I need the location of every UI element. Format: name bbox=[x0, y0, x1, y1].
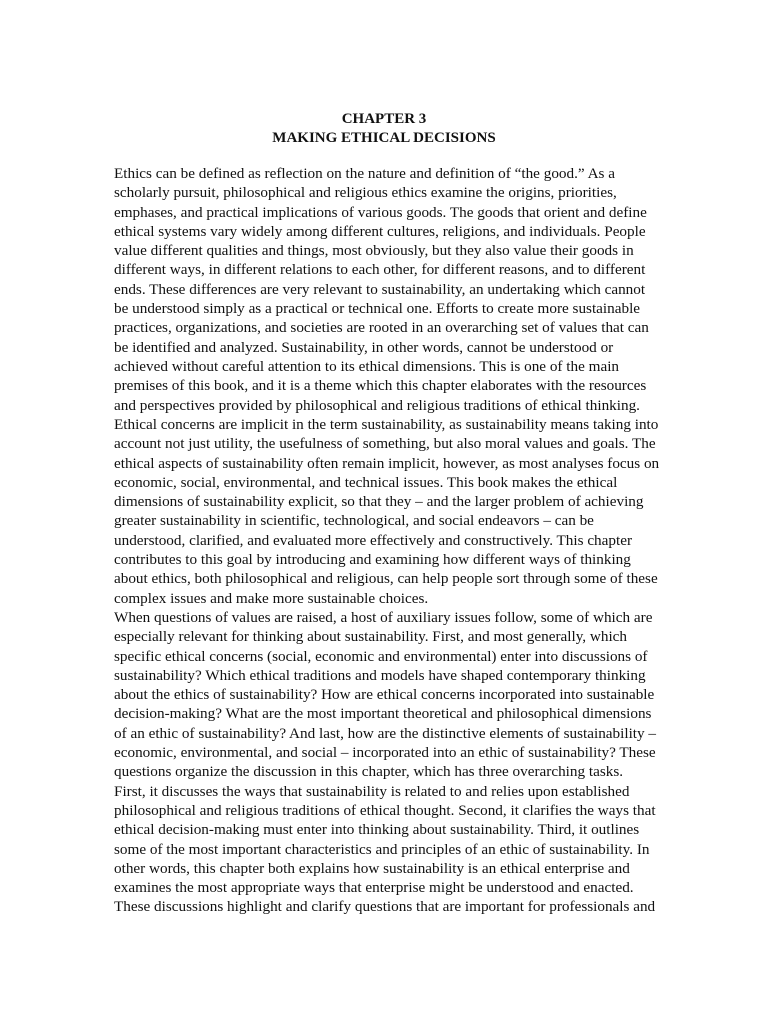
paragraph-2 bbox=[114, 415, 674, 608]
text-line: contributes to this goal by introducing and examining how different ways of thinking bbox=[114, 551, 631, 569]
text-line: decision-making? What are the most important theoretical and philosophical dimensions bbox=[114, 705, 652, 723]
text-line: ethical systems vary widely among different cultures, religions, and individuals. People bbox=[114, 222, 646, 240]
paragraph-3 bbox=[114, 608, 674, 917]
text-line: other words, this chapter both explains how sustainability is an ethical enterprise and bbox=[114, 859, 630, 877]
text-line: and perspectives provided by philosophical and religious traditions of ethical thinking. bbox=[114, 396, 640, 414]
text-line: different ways, in different relations to each other, for different reasons, and to different bbox=[114, 261, 646, 279]
text-line: scholarly pursuit, philosophical and religious ethics examine the origins, priorities, bbox=[114, 184, 617, 202]
text-line: achieved without careful attention to its ethical dimensions. This is one of the main bbox=[114, 357, 620, 375]
paragraph-1 bbox=[114, 164, 674, 415]
text-line: dimensions of sustainability explicit, so that they – and the larger problem of achieving bbox=[114, 493, 644, 511]
text-line: greater sustainability in scientific, technological, and social endeavors – can be bbox=[114, 512, 594, 530]
text-line: understood, clarified, and evaluated more effectively and constructively. This chapter bbox=[114, 531, 633, 549]
text-line: premises of this book, and it is a theme which this chapter elaborates with the resources bbox=[114, 377, 647, 395]
text-line: ends. These differences are very relevant to sustainability, an undertaking which cannot bbox=[114, 280, 646, 298]
text-line: questions organize the discussion in this chapter, which has three overarching tasks. bbox=[114, 763, 624, 781]
text-line: These discussions highlight and clarify questions that are important for professionals and bbox=[114, 898, 656, 916]
text-line: First, it discusses the ways that sustainability is related to and relies upon established bbox=[114, 782, 630, 800]
text-line: some of the most important characteristics and principles of an ethic of sustainability. In bbox=[114, 840, 650, 858]
text-line: of an ethic of sustainability? And last, how are the distinctive elements of sustainability – bbox=[114, 724, 656, 742]
text-line: ethical decision-making must enter into thinking about sustainability. Third, it outlines bbox=[114, 821, 640, 839]
text-line: especially relevant for thinking about sustainability. First, and most generally, which bbox=[114, 628, 628, 646]
text-line: be understood simply as a practical or technical one. Efforts to create more sustainable bbox=[114, 300, 641, 318]
text-line: specific ethical concerns (social, economic and environmental) enter into discussions of bbox=[114, 647, 648, 665]
text-line: about ethics, both philosophical and religious, can help people sort through some of these bbox=[114, 570, 658, 588]
text-line: economic, environmental, and social – incorporated into an ethic of sustainability? These bbox=[114, 744, 656, 762]
chapter-title: MAKING ETHICAL DECISIONS bbox=[272, 130, 496, 146]
text-line: When questions of values are raised, a host of auxiliary issues follow, some of which are bbox=[114, 609, 653, 626]
text-line: sustainability? Which ethical traditions and models have shaped contemporary thinking bbox=[114, 666, 646, 684]
text-line: Ethics can be defined as reflection on the nature and definition of “the good.” As a bbox=[114, 165, 616, 182]
text-line: examines the most appropriate ways that enterprise might be understood and enacted. bbox=[114, 879, 634, 897]
text-line: account not just utility, the usefulness of something, but also moral values and goals. The bbox=[114, 435, 656, 453]
text-line: value different qualities and things, most obviously, but they also value their goods in bbox=[114, 242, 634, 260]
text-line: practices, organizations, and societies are rooted in an overarching set of values that can bbox=[114, 319, 649, 337]
text-line: ethical aspects of sustainability often remain implicit, however, as most analyses focus on bbox=[114, 454, 660, 472]
text-line: be identified and analyzed. Sustainability, in other words, cannot be understood or bbox=[114, 338, 614, 356]
text-line: philosophical and religious traditions of ethical thought. Second, it clarifies the ways that bbox=[114, 801, 656, 819]
text-line: emphases, and practical implications of various goods. The goods that orient and define bbox=[114, 203, 647, 221]
text-line: economic, social, environmental, and technical issues. This book makes the ethical bbox=[114, 473, 618, 491]
text-line: Ethical concerns are implicit in the term sustainability, as sustainability means taking into bbox=[114, 416, 659, 433]
text-line: complex issues and make more sustainable choices. bbox=[114, 589, 429, 607]
text-line: about the ethics of sustainability? How are ethical concerns incorporated into sustainable bbox=[114, 686, 655, 704]
chapter-number: CHAPTER 3 bbox=[341, 111, 427, 127]
